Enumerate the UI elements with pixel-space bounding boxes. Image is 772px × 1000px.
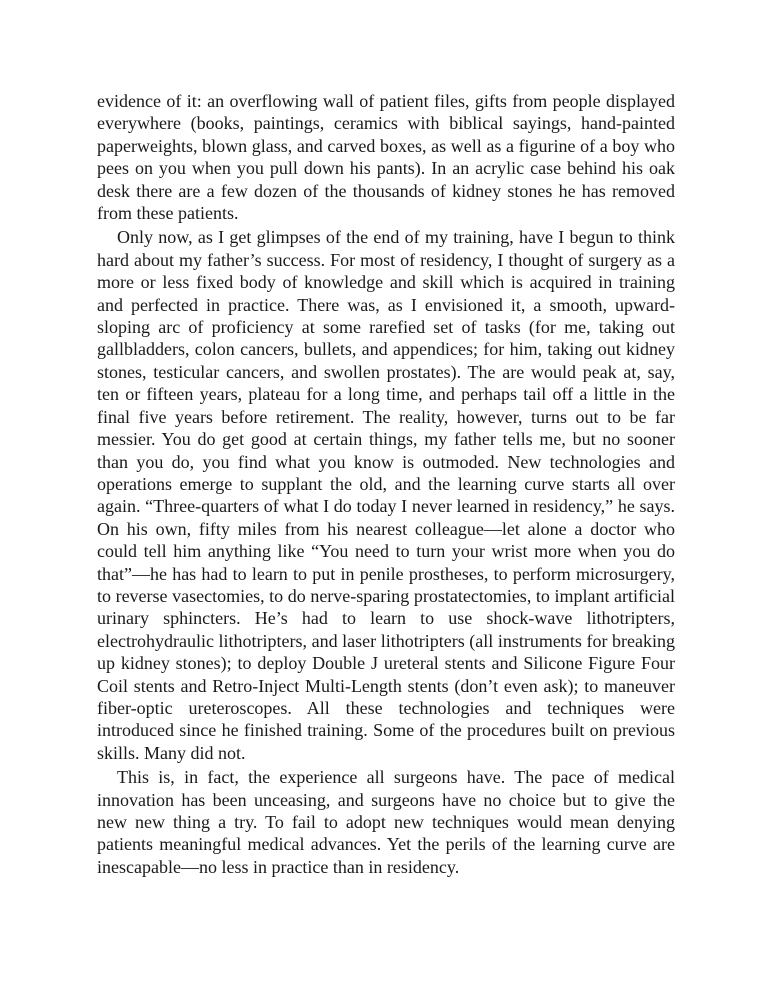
document-page	[97, 90, 675, 880]
paragraph-2: Only now, as I get glimpses of the end of my training, have I begun to think hard about my father’s success. For most of residency, I thought of surgery as a more or less fixed body of knowledge and skill which is acquired in training and perfected in practice. There was, as I envisioned it, a smooth, upward-sloping arc of proficiency at some rarefied set of tasks (for me, taking out gallbladders, colon cancers, bullets, and appendices; for him, taking out kidney stones, testicular cancers, and swollen prostates). The are would peak at, say, ten or fifteen years, plateau for a long time, and perhaps tail off a little in the final five years before retirement. The reality, however, turns out to be far messier. You do get good at certain things, my father tells me, but no sooner than you do, you find what you know is outmoded. New technologies and operations emerge to supplant the old, and the learning curve starts all over again. “Three-quarters of what I do today I never learned in residency,” he says. On his own, fifty miles from his nearest colleague—let alone a doctor who could tell him anything like “You need to turn your wrist more when you do that”—he has had to learn to put in penile prostheses, to perform microsurgery, to reverse vasectomies, to do nerve-sparing prostatectomies, to implant artificial urinary sphincters. He’s had to learn to use shock-wave lithotripters, electrohydraulic lithotripters, and laser lithotripters (all instruments for breaking up kidney stones); to deploy Double J ureteral stents and Silicone Figure Four Coil stents and Retro-Inject Multi-Length stents (don’t even ask); to maneuver fiber-optic ureteroscopes. All these technologies and techniques were introduced since he finished training. Some of the procedures built on previous skills. Many did not.	[97, 227, 675, 763]
paragraph-3: This is, in fact, the experience all surgeons have. The pace of medical innovation has been unceasing, and surgeons have no choice but to give the new new thing a try. To fail to adopt new techniques would mean denying patients meaningful medical advances. Yet the perils of the learning curve are inescapable—no less in practice than in residency.	[97, 767, 675, 877]
paragraph-1: evidence of it: an overflowing wall of patient files, gifts from people displayed everywhere (books, paintings, ceramics with biblical sayings, hand-painted paperweights, blown glass, and carved boxes, as well as a figurine of a boy who pees on you when you pull down his pants). In an acrylic case behind his oak desk there are a few dozen of the thousands of kidney stones he has removed from these patients.	[97, 91, 675, 224]
